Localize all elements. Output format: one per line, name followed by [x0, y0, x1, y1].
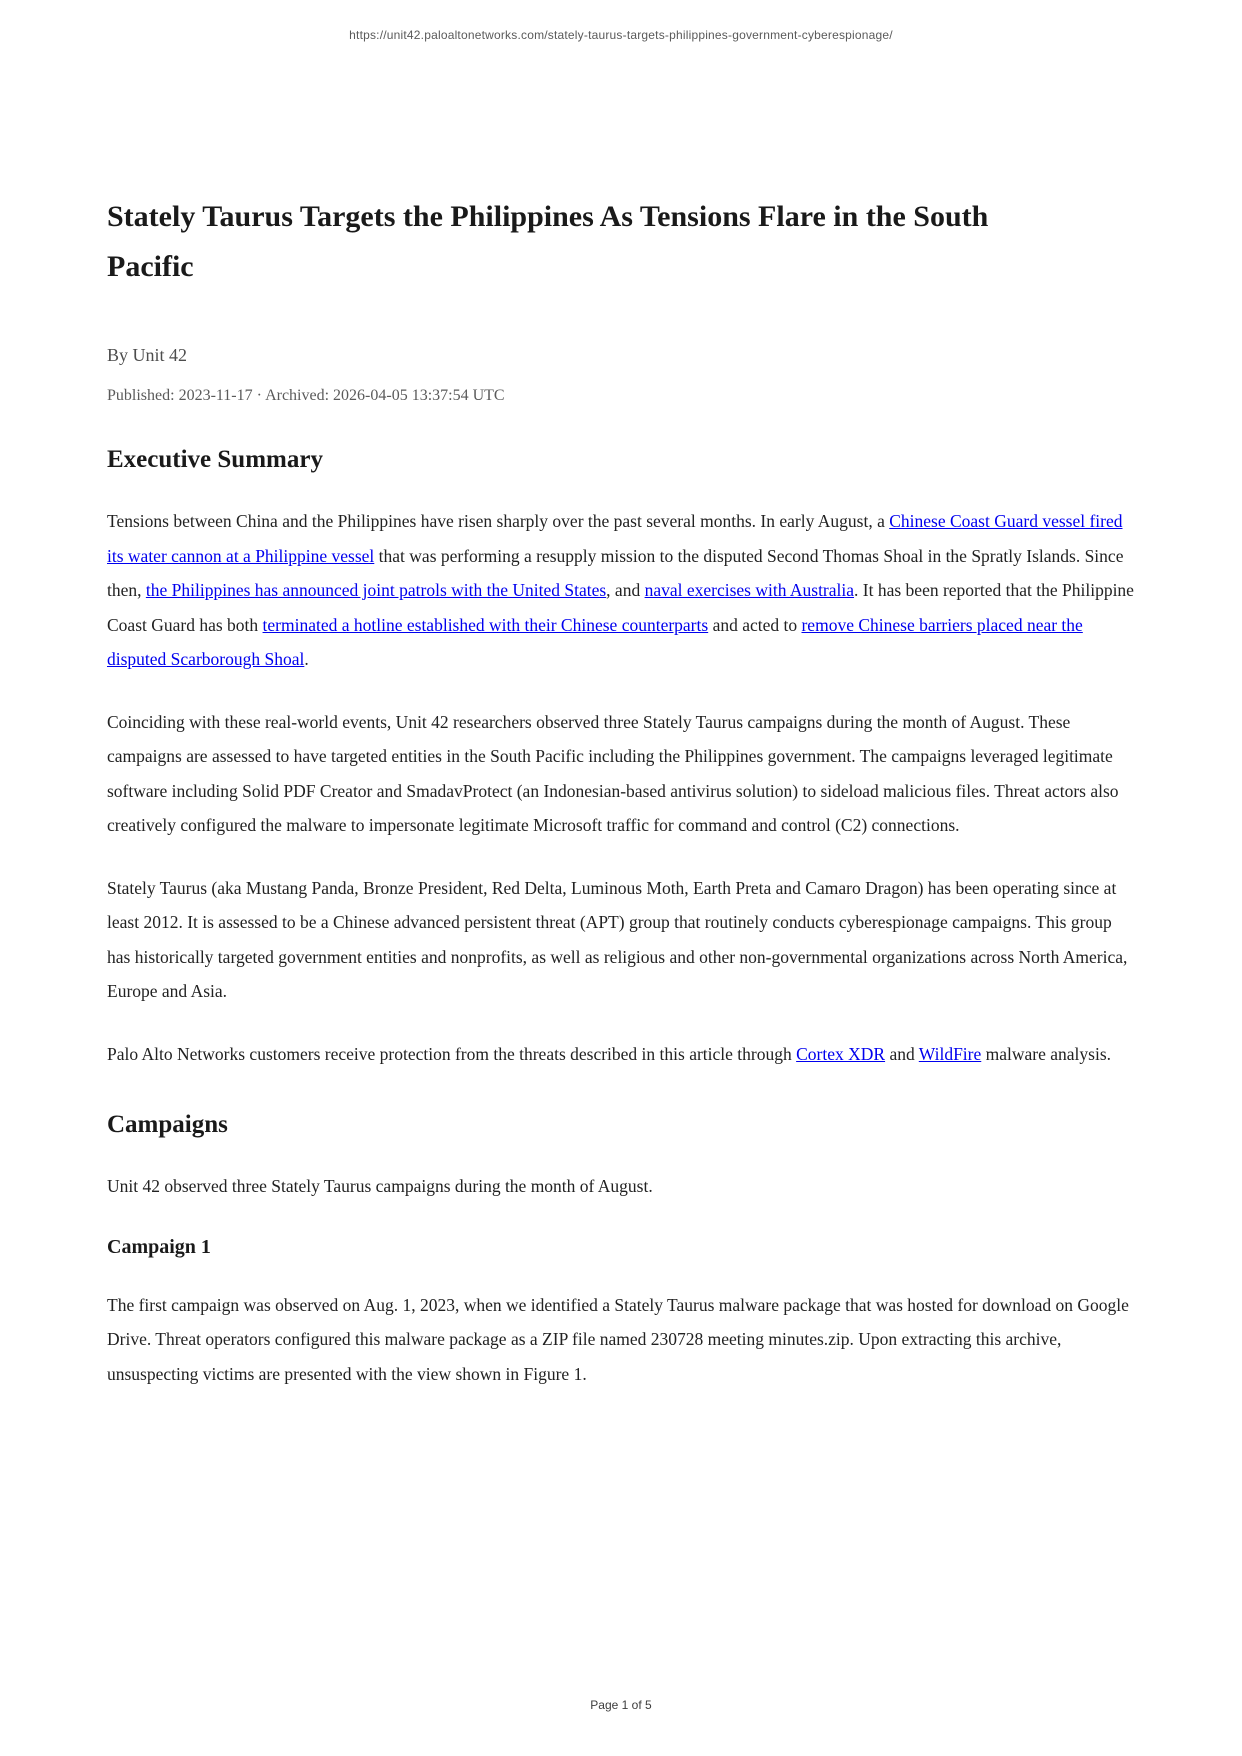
text-segment: Tensions between China and the Philippines have risen sharply over the past several months. In early August, a: [107, 511, 890, 531]
paragraph-protections: [107, 1037, 1137, 1072]
heading-executive-summary: Executive Summary: [107, 446, 323, 473]
paragraph-tensions: [107, 504, 1137, 677]
paragraph-coinciding: Coinciding with these real-world events, Unit 42 researchers observed three Stately Taurus campaigns during the month of August. These campaigns are assessed to have targeted entities in the South Pacific including the Philippines government. The campaigns leveraged legitimate software including Solid PDF Creator and SmadavProtect (an Indonesian-based antivirus solution) to sideload malicious files. Threat actors also creatively configured the malware to impersonate legitimate Microsoft traffic for command and control (C2) connections.: [107, 711, 1119, 835]
inline-link[interactable]: the Philippines has announced joint patrols with the United States: [145, 580, 607, 600]
inline-link[interactable]: terminated a hotline established with their Chinese counterparts: [262, 614, 709, 635]
inline-link[interactable]: WildFire: [918, 1043, 982, 1064]
text-segment: .: [304, 649, 309, 669]
inline-link[interactable]: Chinese Coast Guard vessel fired its water cannon at a Philippine vessel: [107, 511, 1123, 566]
text-segment: that was performing a resupply mission to the disputed Second Thomas Shoal in the Spratly Islands. Since then,: [107, 545, 1124, 600]
article-byline: By Unit 42: [107, 345, 188, 365]
archived-page-url: https://unit42.paloaltonetworks.com/stately-taurus-targets-philippines-government-cyberespionage/: [349, 28, 893, 42]
article-body: [107, 192, 1137, 1391]
text-segment: , and: [606, 580, 645, 600]
inline-link[interactable]: naval exercises with Australia: [644, 580, 855, 600]
text-segment: malware analysis.: [981, 1043, 1112, 1064]
text-segment: and acted to: [708, 614, 802, 635]
article-title: Stately Taurus Targets the Philippines As Tensions Flare in the South Pacific: [107, 200, 989, 283]
published-archived-meta: Published: 2023-11-17 · Archived: 2026-04-05 13:37:54 UTC: [107, 387, 505, 404]
paragraph-stately-taurus-background: Stately Taurus (aka Mustang Panda, Bronze President, Red Delta, Luminous Moth, Earth Preta and Camaro Dragon) has been operating since at least 2012. It is assessed to be a Chinese advanced persistent threat (APT) group that routinely conducts cyberespionage campaigns. This group has historically targeted government entities and nonprofits, as well as religious and other non-governmental organizations across North America, Europe and Asia.: [107, 877, 1128, 1001]
heading-campaign-1: Campaign 1: [107, 1235, 211, 1258]
paragraph-campaign-1: The first campaign was observed on Aug. 1, 2023, when we identified a Stately Taurus malware package that was hosted for download on Google Drive. Threat operators configured this malware package as a ZIP file named 230728 meeting minutes.zip. Upon extracting this archive, unsuspecting victims are presented with the view shown in Figure 1.: [107, 1294, 1129, 1384]
heading-campaigns: Campaigns: [107, 1111, 228, 1138]
paragraph-campaigns-intro: Unit 42 observed three Stately Taurus campaigns during the month of August.: [107, 1176, 653, 1196]
inline-link[interactable]: remove Chinese barriers placed near the disputed Scarborough Shoal: [107, 614, 1083, 669]
page-number-footer: Page 1 of 5: [590, 1698, 652, 1712]
text-segment: and: [885, 1043, 919, 1064]
text-segment: . It has been reported that the Philippine Coast Guard has both: [107, 580, 1134, 635]
inline-link[interactable]: Cortex XDR: [796, 1043, 886, 1064]
text-segment: Palo Alto Networks customers receive protection from the threats described in this article through: [107, 1043, 797, 1064]
